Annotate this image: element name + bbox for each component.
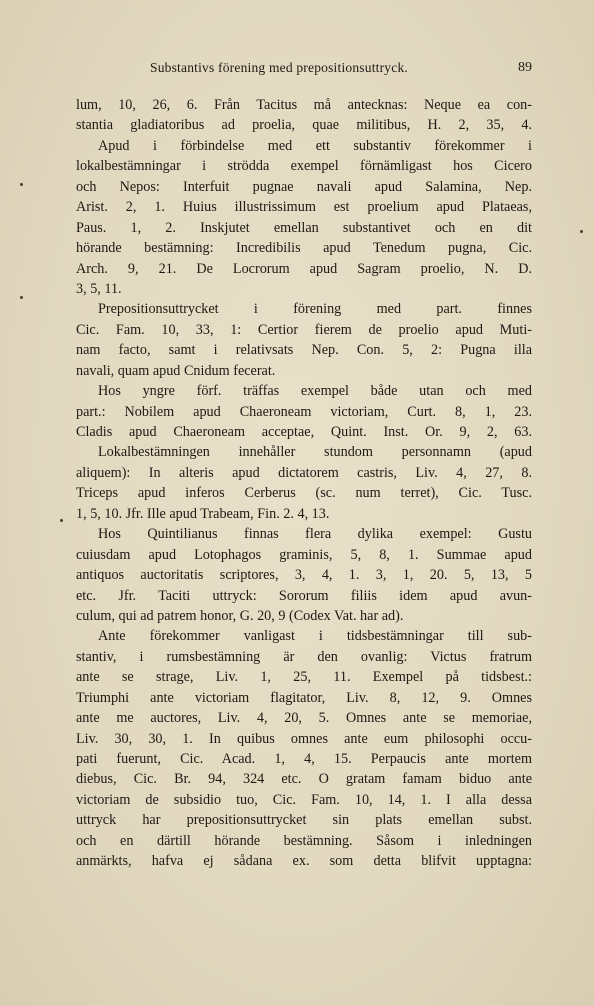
text-line: cuiusdam apud Lotophagos graminis, 5, 8, 1. Summae apud bbox=[76, 546, 532, 563]
text-line: Triceps apud inferos Cerberus (sc. num terret), Cic. Tusc. bbox=[76, 485, 532, 502]
text-line: Hos yngre förf. träffas exempel både utan och med bbox=[98, 383, 532, 400]
margin-speck bbox=[60, 519, 63, 522]
text-line: pati fuerunt, Cic. Acad. 1, 4, 15. Perpaucis ante mortem bbox=[76, 751, 532, 767]
text-line: Liv. 30, 30, 1. In quibus omnes ante eum philosophi occu- bbox=[76, 730, 532, 747]
text-line: Lokalbestämningen innehåller stundom personnamn (apud bbox=[98, 444, 532, 461]
text-line: ante se strage, Liv. 1, 25, 11. Exempel på tidsbest.: bbox=[76, 669, 532, 686]
body-text bbox=[76, 95, 532, 872]
text-line: hörande bestämning: Incredibilis apud Tenedum pugna, Cic. bbox=[76, 240, 532, 257]
text-line: och en därtill hörande bestämning. Såsom i inledningen bbox=[76, 832, 532, 849]
text-line: Arch. 9, 21. De Locrorum apud Sagram proelio, N. D. bbox=[76, 260, 532, 277]
text-line: part.: Nobilem apud Chaeroneam victoriam, Curt. 8, 1, 23. bbox=[76, 403, 532, 420]
text-line: Paus. 1, 2. Inskjutet emellan substantivet och en dit bbox=[76, 219, 532, 236]
margin-speck bbox=[20, 183, 23, 186]
margin-speck bbox=[580, 230, 583, 233]
text-line: stantia gladiatoribus ad proelia, quae militibus, H. 2, 35, 4. bbox=[76, 117, 532, 134]
text-line: nam facto, samt i relativsats Nep. Con. 5, 2: Pugna illa bbox=[76, 342, 532, 359]
text-line: Hos Quintilianus finnas flera dylika exempel: Gustu bbox=[98, 526, 532, 543]
text-line: diebus, Cic. Br. 94, 324 etc. O gratam famam biduo ante bbox=[76, 771, 532, 788]
text-line: navali, quam apud Cnidum fecerat. bbox=[76, 362, 276, 379]
text-line: ante me auctores, Liv. 4, 20, 5. Omnes ante se memoriae, bbox=[76, 710, 532, 727]
text-line: lokalbestämningar i strödda exempel förnämligast hos Cicero bbox=[76, 158, 532, 175]
text-line: anmärkts, hafva ej sådana ex. som detta blifvit upptagna: bbox=[76, 853, 532, 870]
text-line: Cic. Fam. 10, 33, 1: Certior fierem de proelio apud Muti- bbox=[76, 321, 532, 338]
running-title: Substantivs förening med prepositionsuttryck. bbox=[150, 60, 408, 75]
text-line: Apud i förbindelse med ett substantiv förekommer i bbox=[98, 137, 532, 154]
text-line: aliquem): In alteris apud dictatorem castris, Liv. 4, 27, 8. bbox=[76, 464, 532, 481]
text-line: uttryck har prepositionsuttrycket sin plats emellan subst. bbox=[76, 812, 532, 829]
text-line: Cladis apud Chaeroneam acceptae, Quint. Inst. Or. 9, 2, 63. bbox=[76, 424, 532, 440]
text-line: Ante förekommer vanligast i tidsbestämningar till sub- bbox=[98, 628, 532, 645]
text-line: stantiv, i rumsbestämning är den ovanlig: Victus fratrum bbox=[76, 648, 532, 665]
text-line: culum, qui ad patrem honor, G. 20, 9 (Codex Vat. har ad). bbox=[76, 607, 404, 624]
page-header bbox=[76, 60, 532, 82]
text-line: etc. Jfr. Taciti uttryck: Sororum filiis idem apud avun- bbox=[76, 587, 532, 604]
text-line: Triumphi ante victoriam flagitator, Liv. 8, 12, 9. Omnes bbox=[76, 689, 532, 706]
text-line: Prepositionsuttrycket i förening med part. finnes bbox=[98, 301, 532, 318]
text-line: antiquos auctoritatis scriptores, 3, 4, 1. 3, 1, 20. 5, 13, 5 bbox=[76, 567, 532, 584]
text-line: victoriam de subsidio tuo, Cic. Fam. 10, 14, 1. I alla dessa bbox=[76, 791, 532, 808]
text-line: lum, 10, 26, 6. Från Tacitus må antecknas: Neque ea con- bbox=[76, 97, 532, 113]
text-line: 3, 5, 11. bbox=[76, 280, 122, 297]
text-line: Arist. 2, 1. Huius illustrissimum est proelium apud Plataeas, bbox=[76, 199, 532, 216]
page-number: 89 bbox=[518, 60, 532, 75]
text-line: 1, 5, 10. Jfr. Ille apud Trabeam, Fin. 2. 4, 13. bbox=[76, 505, 330, 522]
text-line: och Nepos: Interfuit pugnae navali apud Salamina, Nep. bbox=[76, 178, 532, 195]
margin-speck bbox=[20, 296, 23, 299]
